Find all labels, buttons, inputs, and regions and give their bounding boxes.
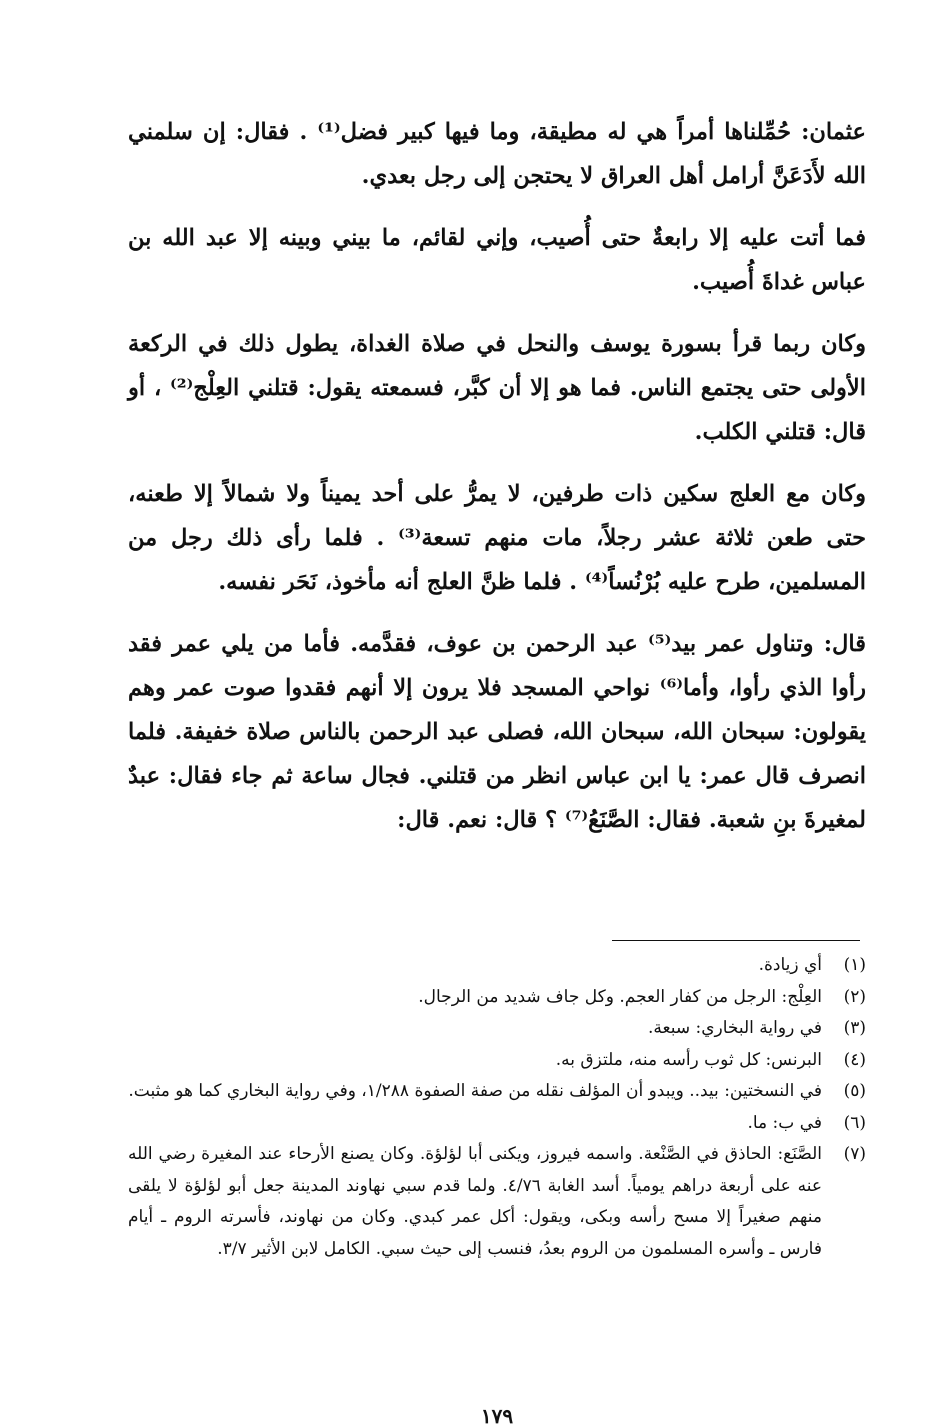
footnote-number: (٣)	[843, 1018, 866, 1038]
footnote-number: (٦)	[843, 1112, 866, 1133]
book-page	[128, 110, 867, 1428]
paragraph-4: وكان مع العلج سكين ذات طرفين، لا يمرُّ على أحد يميناً ولا شمالاً إلا طعنه، حتى طعن ثلاثة عشر رجلاً، مات منهم تسعة⁽³⁾ . فلما رأى ذلك رجل من المسلمين، طرح عليه بُرْنُساً⁽⁴⁾ . فلما ظنَّ العلج أنه مأخوذ، نَحَر نفسه.	[128, 481, 866, 595]
footnotes	[128, 950, 866, 1265]
footnote-number: (٤)	[843, 1049, 866, 1070]
footnote-text: العِلْج: الرجل من كفار العجم. وكل جاف شديد من الرجال.	[418, 986, 822, 1007]
footnote-text: الصَّنَع: الحاذق في الصَّنْعة. واسمه فيروز، ويكنى أبا لؤلؤة. وكان يصنع الأرحاء عند المغيرة رضي الله عنه على أربعة دراهم يومياً. أسد الغابة ٤/٧٦. ولما قدم سبي نهاوند المدينة جعل أبو لؤلؤة لا يلقى منهم صغيراً إلا مسح رأسه وبكى، ويقول: أكل عمر كبدي. وكان من نهاوند، فأسرته الروم ـ أيام فارس ـ وأسره المسلمون من الروم بعدُ، فنسب إلى حيث سبي. الكامل لابن الأثير ٣/٧.	[128, 1144, 822, 1259]
footnote-text: البرنس: كل ثوب رأسه منه، ملتزق به.	[555, 1049, 822, 1070]
footnote	[128, 1045, 866, 1077]
paragraph-5: قال: وتناول عمر بيد⁽⁵⁾ عبد الرحمن بن عوف، فقدَّمه. فأما من يلي عمر فقد رأوا الذي رأوا، وأما⁽⁶⁾ نواحي المسجد فلا يرون إلا أنهم فقدوا صوت عمر وهم يقولون: سبحان الله، سبحان الله، فصلى عبد الرحمن بالناس صلاة خفيفة. فلما انصرف قال عمر: يا ابن عباس انظر من قتلني. فجال ساعة ثم جاء فقال: عبدٌ لمغيرةَ بنِ شعبة. فقال: الصَّنَعُ⁽⁷⁾ ؟ قال: نعم. قال:	[128, 631, 867, 833]
footnote-number: (٢)	[843, 986, 866, 1007]
footnote-text: في النسختين: بيد.. ويبدو أن المؤلف نقله من صفة الصفوة ١/٢٨٨، وفي رواية البخاري كما هو مثبت.	[128, 1081, 822, 1101]
footnote-divider	[612, 940, 860, 941]
page-number: ١٧٩	[480, 1404, 514, 1428]
footnote-text: في ب: ما.	[747, 1112, 822, 1133]
footnote-number: (٧)	[843, 1144, 866, 1164]
footnote	[128, 950, 866, 982]
footnote-text: أي زيادة.	[758, 955, 822, 975]
main-text	[128, 110, 866, 842]
footnote-number: (٥)	[843, 1081, 866, 1101]
footnote-text: في رواية البخاري: سبعة.	[647, 1018, 822, 1038]
paragraph-1: عثمان: حُمِّلناها أمراً هي له مطيقة، وما فيها كبير فضل⁽¹⁾ . فقال: إن سلمني الله لأَدَعَنَّ أرامل أهل العراق لا يحتجن إلى رجل بعدي.	[128, 119, 866, 189]
footnote	[128, 1013, 866, 1045]
footnote-number: (١)	[843, 955, 866, 975]
paragraph-2: فما أتت عليه إلا رابعةٌ حتى أُصيب، وإني لقائم، ما بيني وبينه إلا عبد الله بن عباس غداةَ أُصيب.	[128, 225, 866, 295]
paragraph-3: وكان ربما قرأ بسورة يوسف والنحل في صلاة الغداة، يطول ذلك في الركعة الأولى حتى يجتمع الناس. فما هو إلا أن كبَّر، فسمعته يقول: قتلني العِلْج⁽²⁾ ، أو قال: قتلني الكلب.	[128, 331, 866, 445]
footnote	[128, 1108, 866, 1140]
footnote	[128, 1139, 866, 1265]
footnote	[128, 982, 866, 1014]
footnote	[128, 1076, 866, 1108]
